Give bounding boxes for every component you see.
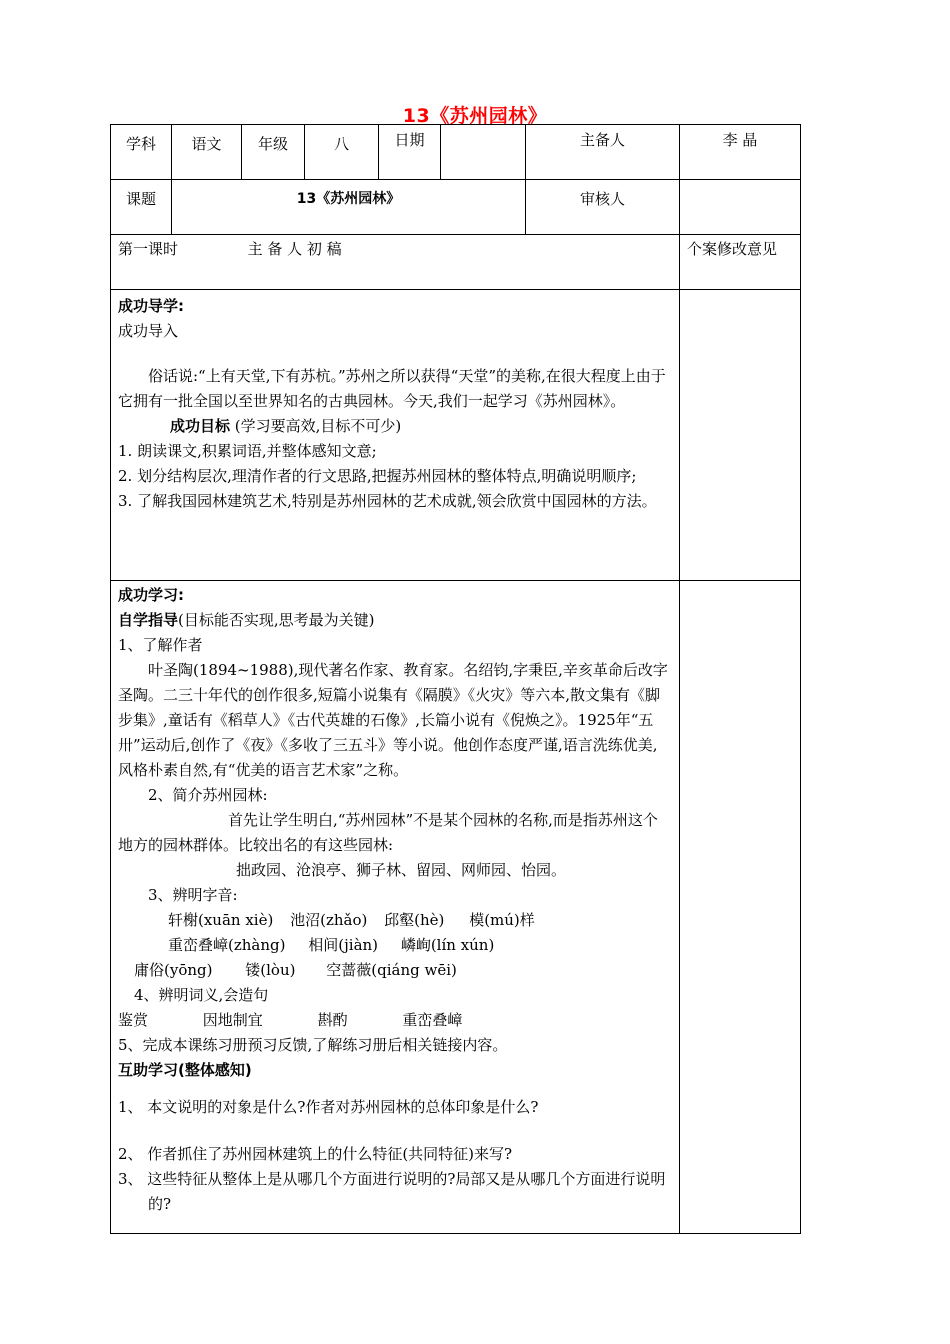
pinyin-item: 镂(lòu) xyxy=(245,961,296,979)
goals-note: (学习要高效,目标不可少) xyxy=(234,417,402,435)
author-label: 1、了解作者 xyxy=(118,636,203,654)
subject-label: 学科 xyxy=(111,125,172,180)
topic-value: 13《苏州园林》 xyxy=(172,180,526,235)
session-label: 第一课时 xyxy=(118,240,179,258)
topic-row xyxy=(111,180,801,235)
study-notes xyxy=(680,581,801,1234)
guide-row xyxy=(111,290,801,581)
grade-label: 年级 xyxy=(242,125,305,180)
pinyin-row xyxy=(118,933,672,958)
pinyin-item: 相间(jiàn) xyxy=(308,936,379,954)
pinyin-item: 空蔷薇(qiáng wēi) xyxy=(326,961,457,979)
pinyin-item: 轩榭(xuān xiè) xyxy=(168,911,274,929)
self-study-heading: 自学指导 xyxy=(118,611,179,629)
word-item: 因地制宜 xyxy=(202,1011,263,1029)
question-item: 2、 作者抓住了苏州园林建筑上的什么特征(共同特征)来写? xyxy=(118,1145,513,1163)
words-label: 4、辨明词义,会造句 xyxy=(134,986,269,1004)
garden-intro-label: 2、简介苏州园林: xyxy=(148,786,268,804)
topic-label: 课题 xyxy=(111,180,172,235)
word-item: 重峦叠嶂 xyxy=(402,1011,463,1029)
pinyin-item: 邱壑(hè) xyxy=(384,911,445,929)
goal-item: 1. 朗读课文,积累词语,并整体感知文意; xyxy=(118,442,377,460)
pinyin-item: 池沼(zhǎo) xyxy=(290,911,368,929)
intro-text: 俗话说:“上有天堂,下有苏杭。”苏州之所以获得“天堂”的美称,在很大程度上由于它拥有一批全国以至世界知名的古典园林。今天,我们一起学习《苏州园林》。 xyxy=(118,367,666,410)
self-study-note: (目标能否实现,思考最为关键) xyxy=(178,611,375,629)
pinyin-item: 嶙峋(lín xún) xyxy=(400,936,495,954)
pinyin-label: 3、辨明字音: xyxy=(148,886,238,904)
lesson-plan-table xyxy=(110,124,801,1234)
word-item: 鉴赏 xyxy=(118,1011,149,1029)
page-title: 13《苏州园林》 xyxy=(402,105,548,127)
pinyin-item: 重峦叠嶂(zhàng) xyxy=(168,936,286,954)
question-item: 1、 本文说明的对象是什么?作者对苏州园林的总体印象是什么? xyxy=(118,1098,539,1116)
host-value: 李 晶 xyxy=(680,125,801,180)
goal-item: 2. 划分结构层次,理清作者的行文思路,把握苏州园林的整体特点,明确说明顺序; xyxy=(118,467,637,485)
guide-notes xyxy=(680,290,801,581)
host-label: 主备人 xyxy=(526,125,680,180)
draft-label: 主 备 人 初 稿 xyxy=(247,240,342,258)
guide-heading: 成功导学: xyxy=(118,297,184,315)
study-section xyxy=(111,581,680,1234)
reviewer-label: 审核人 xyxy=(526,180,680,235)
date-label: 日期 xyxy=(379,125,441,180)
garden-list: 拙政园、沧浪亭、狮子林、留园、网师园、怡园。 xyxy=(236,861,567,879)
study-heading: 成功学习: xyxy=(118,586,184,604)
guide-section xyxy=(111,290,680,581)
session-row xyxy=(111,235,801,290)
header-row xyxy=(111,125,801,180)
mutual-heading: 互助学习(整体感知) xyxy=(118,1061,252,1079)
subject-value: 语文 xyxy=(172,125,242,180)
intro-label: 成功导入 xyxy=(118,322,179,340)
study-row xyxy=(111,581,801,1234)
reviewer-value xyxy=(680,180,801,235)
pinyin-item: 模(mú)样 xyxy=(469,911,535,929)
date-value xyxy=(441,125,526,180)
garden-intro-text: 首先让学生明白,“苏州园林”不是某个园林的名称,而是指苏州这个地方的园林群体。比较出名的有这些园林: xyxy=(118,811,658,854)
notes-label: 个案修改意见 xyxy=(680,235,801,290)
words-row xyxy=(118,1008,672,1033)
item-five: 5、完成本课练习册预习反馈,了解练习册后相关链接内容。 xyxy=(118,1036,508,1054)
grade-value: 八 xyxy=(305,125,379,180)
question-item: 3、 这些特征从整体上是从哪几个方面进行说明的?局部又是从哪几个方面进行说明的? xyxy=(118,1170,666,1213)
word-item: 斟酌 xyxy=(317,1011,348,1029)
goal-item: 3. 了解我国园林建筑艺术,特别是苏州园林的艺术成就,领会欣赏中国园林的方法。 xyxy=(118,492,657,510)
goals-heading: 成功目标 xyxy=(170,417,231,435)
pinyin-row xyxy=(118,958,672,983)
pinyin-item: 庸俗(yōng) xyxy=(134,961,213,979)
author-text: 叶圣陶(1894~1988),现代著名作家、教育家。名绍钧,字秉臣,辛亥革命后改字圣陶。二三十年代的创作很多,短篇小说集有《隔膜》《火灾》等六本,散文集有《脚步集》,童话有《稻草人》《古代英雄的石像》,长篇小说有《倪焕之》。1925年“五卅”运动后,创作了《夜》《多收了三五斗》等小说。他创作态度严谨,语言洗练优美,风格朴素自然,有“优美的语言艺术家”之称。 xyxy=(118,661,668,779)
pinyin-row xyxy=(118,908,672,933)
session-cell xyxy=(111,235,680,290)
